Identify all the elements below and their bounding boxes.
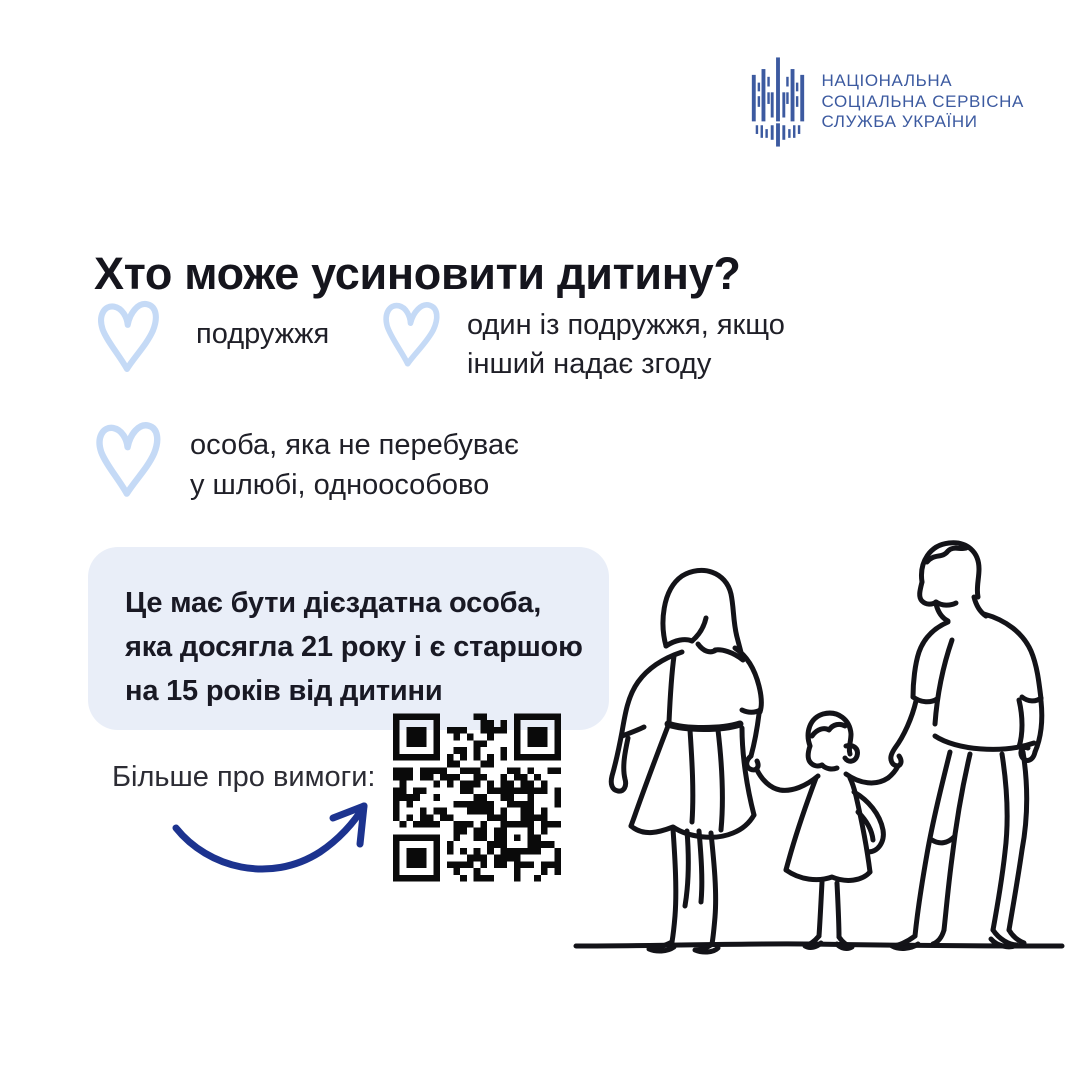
curved-arrow-icon [168,796,376,888]
note-line: на 15 років від дитини [125,675,443,707]
org-name-line: СОЦІАЛЬНА СЕРВІСНА [821,91,1024,111]
org-logo [747,56,1025,148]
note-text [125,581,583,713]
father-figure [891,543,1042,949]
family-line-art-illustration [570,540,1070,990]
list-item-text: один із подружжя, якщо [467,309,785,341]
note-line: Це має бути дієздатна особа, [125,587,542,619]
list-item-text: інший надає згоду [467,348,712,380]
list-item [196,315,329,354]
list-item-text: у шлюбі, одноособово [190,469,490,501]
heart-icon [90,417,170,503]
trident-emblem-icon [747,56,809,148]
org-name [822,71,1025,133]
list-item [190,425,519,505]
note-line: яка досягла 21 року і є старшою [125,631,583,663]
org-name-line: НАЦІОНАЛЬНА [821,71,953,91]
list-item-text: особа, яка не перебуває [190,429,519,461]
mother-figure [611,570,761,952]
list-item-text: подружжя [196,318,330,350]
heart-icon [92,296,168,378]
qr-code [393,712,561,883]
list-item [467,306,785,384]
child-figure [757,713,898,948]
heart-icon [375,295,449,374]
org-name-line: СЛУЖБА УКРАЇНИ [821,112,978,132]
page-title: Хто може усиновити дитину? [94,248,741,300]
qr-label: Більше про вимоги: [112,761,376,793]
